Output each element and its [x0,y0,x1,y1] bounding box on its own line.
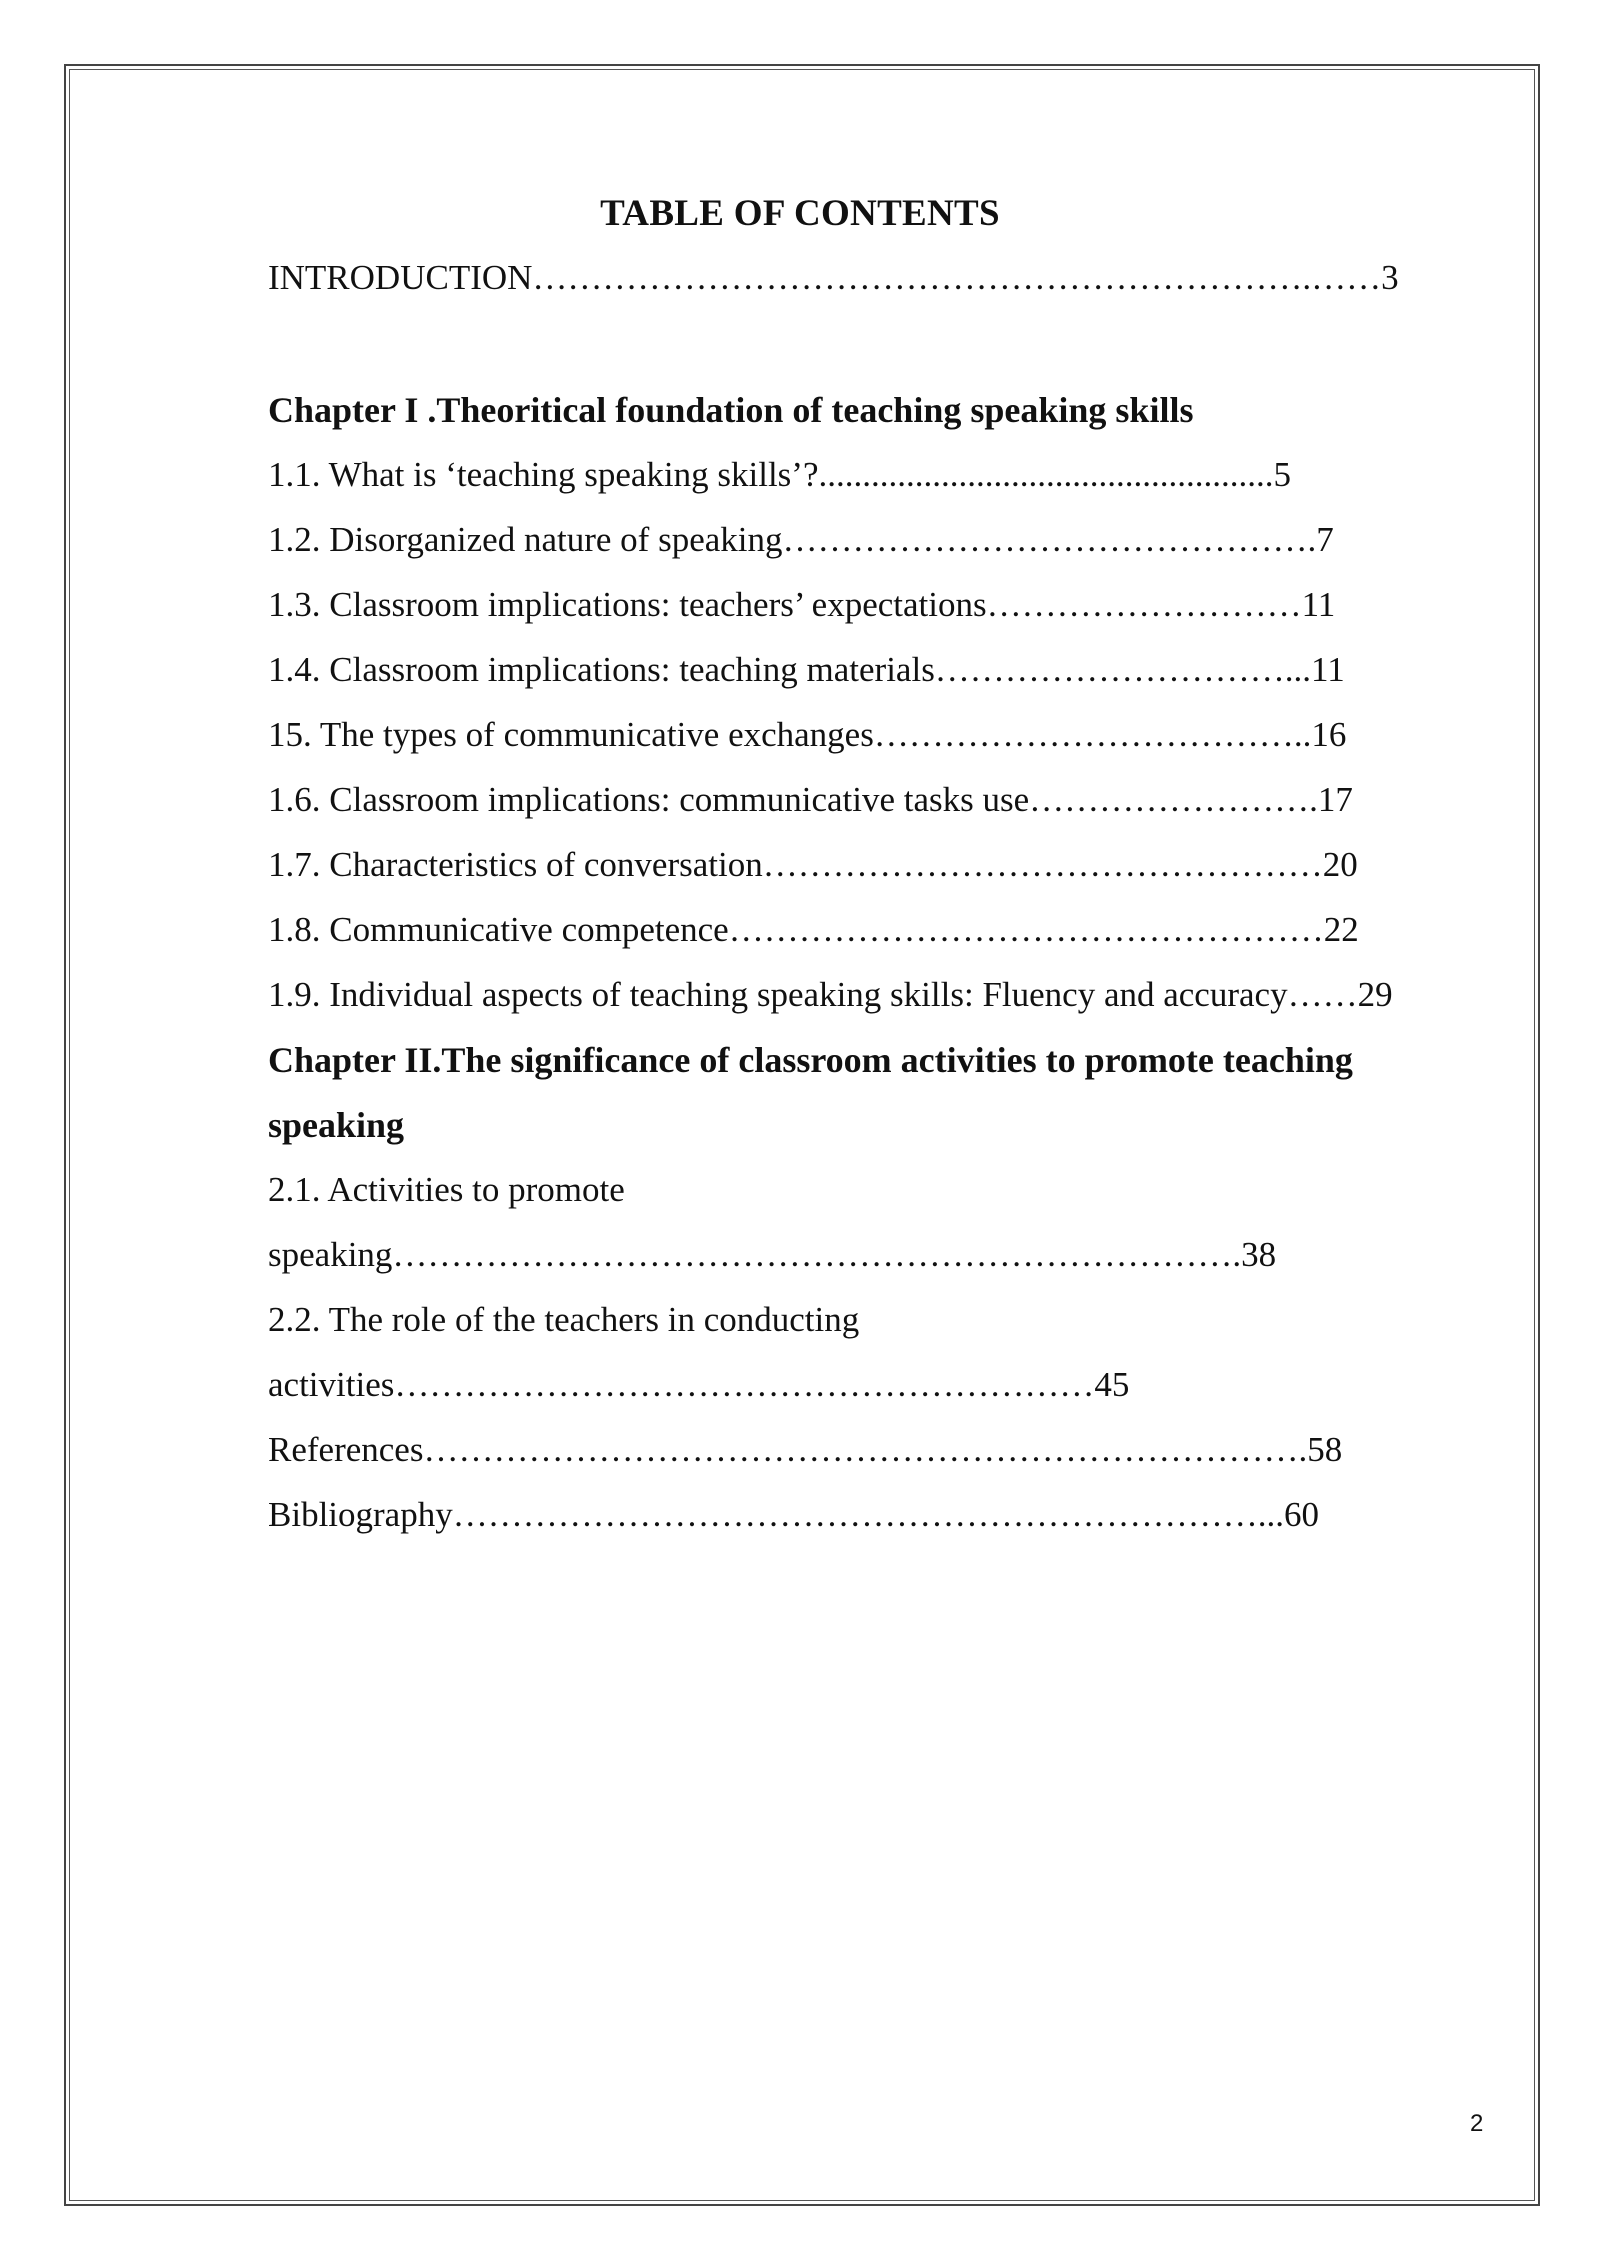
toc-entry-2-1: 2.1. Activities to promote [268,1170,625,1209]
page-number: 2 [1470,2110,1484,2137]
toc-entry-1-6: 1.6. Classroom implications: communicative tasks use…………………….17 [268,780,1353,819]
toc-entry-1-7: 1.7. Characteristics of conversation…………………………………………20 [268,845,1358,884]
toc-entry-2-2-continued: activities……………………………………………………45 [268,1365,1130,1404]
toc-entry-1-1: 1.1. What is ‘teaching speaking skills’?....................................................5 [268,455,1291,494]
toc-entry-2-1-continued: speaking……………………………………………………………….38 [268,1235,1277,1274]
toc-entry-1-4: 1.4. Classroom implications: teaching materials…………………………...11 [268,650,1345,689]
toc-entry-1-2: 1.2. Disorganized nature of speaking……………………………………….7 [268,520,1334,559]
toc-chapter-2-heading-continued: speaking [268,1105,405,1145]
toc-entry-1-3: 1.3. Classroom implications: teachers’ expectations………………………11 [268,585,1336,624]
toc-entry-introduction: INTRODUCTION………………………………………………………….……3 [268,258,1399,297]
toc-entry-2-2: 2.2. The role of the teachers in conducting [268,1300,860,1339]
toc-entry-1-8: 1.8. Communicative competence……………………………………………22 [268,910,1359,949]
toc-entry-1-9: 1.9. Individual aspects of teaching speaking skills: Fluency and accuracy……29 [268,975,1393,1014]
toc-entry-1-5: 15. The types of communicative exchanges………………………………..16 [268,715,1347,754]
toc-chapter-1-heading: Chapter I .Theoritical foundation of teaching speaking skills [268,390,1194,430]
toc-entry-bibliography: Bibliography……………………………………………………………...60 [268,1495,1319,1534]
toc-chapter-2-heading: Chapter II.The significance of classroom activities to promote teaching [268,1040,1353,1080]
toc-entry-references: References………………………………………………………………….58 [268,1430,1343,1469]
page-title: TABLE OF CONTENTS [600,193,1000,234]
